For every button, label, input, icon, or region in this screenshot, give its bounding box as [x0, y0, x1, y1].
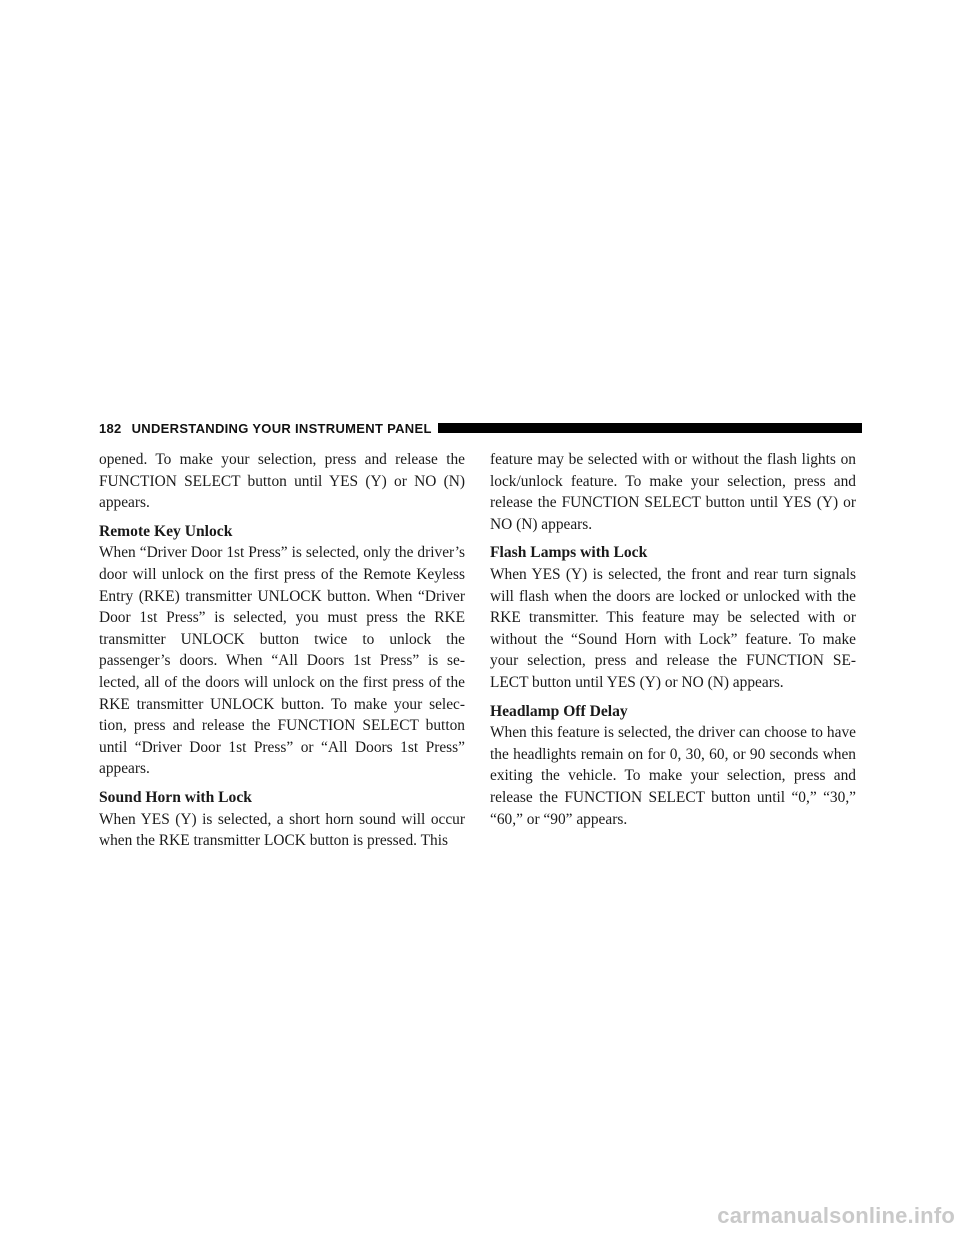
- right-column: [490, 449, 856, 830]
- page-number: 182: [99, 420, 122, 436]
- header-rule: [438, 423, 862, 433]
- sound-horn-with-lock-text: When YES (Y) is selected, a short horn sound will occur when the RKE transmitter LOCK button is pressed. This: [99, 810, 465, 850]
- flash-lamps-with-lock-text: When YES (Y) is selected, the front and rear turn signals will flash when the doors are locked or unlocked with the RKE transmitter. This feature may be selected with or without the “Sound Horn with Lock” feature. To make your selection, press and release the FUNCTION SE-LECT button until YES (Y) or NO (N) appears.: [490, 565, 856, 691]
- flash-lamps-with-lock-heading: Flash Lamps with Lock: [490, 544, 648, 562]
- section-title: UNDERSTANDING YOUR INSTRUMENT PANEL: [131, 420, 432, 436]
- headlamp-off-delay-heading: Headlamp Off Delay: [490, 702, 628, 720]
- left-column: [99, 449, 465, 852]
- page-header: [99, 419, 862, 437]
- watermark: carmanualsonline.info: [717, 1203, 955, 1228]
- headlamp-off-delay-text: When this feature is selected, the driver can choose to have the headlights remain on for 0, 30, 60, or 90 seconds when exiting the vehicle. To make your selection, press and release the FUNCTION SELECT button until “0,” “30,” “60,” or “90” appears.: [490, 724, 856, 828]
- remote-key-unlock-text: When “Driver Door 1st Press” is selected, only the driver’s door will unlock on the first press of the Remote Keyless Entry (RKE) transmitter UNLOCK button. When “Driver Door 1st Press” is selected, you must press the RKE transmitter UNLOCK button twice to unlock the passenger’s doors. When “All Doors 1st Press” is se-lected, all of the doors will unlock on the first press of the RKE transmitter UNLOCK button. To make your selec-tion, press and release the FUNCTION SELECT button until “Driver Door 1st Press” or “All Doors 1st Press” appears.: [99, 544, 465, 778]
- sound-horn-with-lock-heading: Sound Horn with Lock: [99, 788, 252, 806]
- continuation-paragraph: feature may be selected with or without the flash lights on lock/unlock feature. To make your selection, press and release the FUNCTION SELECT button until YES (Y) or NO (N) appears.: [490, 451, 856, 533]
- remote-key-unlock-heading: Remote Key Unlock: [99, 522, 233, 540]
- intro-paragraph: opened. To make your selection, press and release the FUNCTION SELECT button until YES (Y) or NO (N) appears.: [99, 451, 465, 512]
